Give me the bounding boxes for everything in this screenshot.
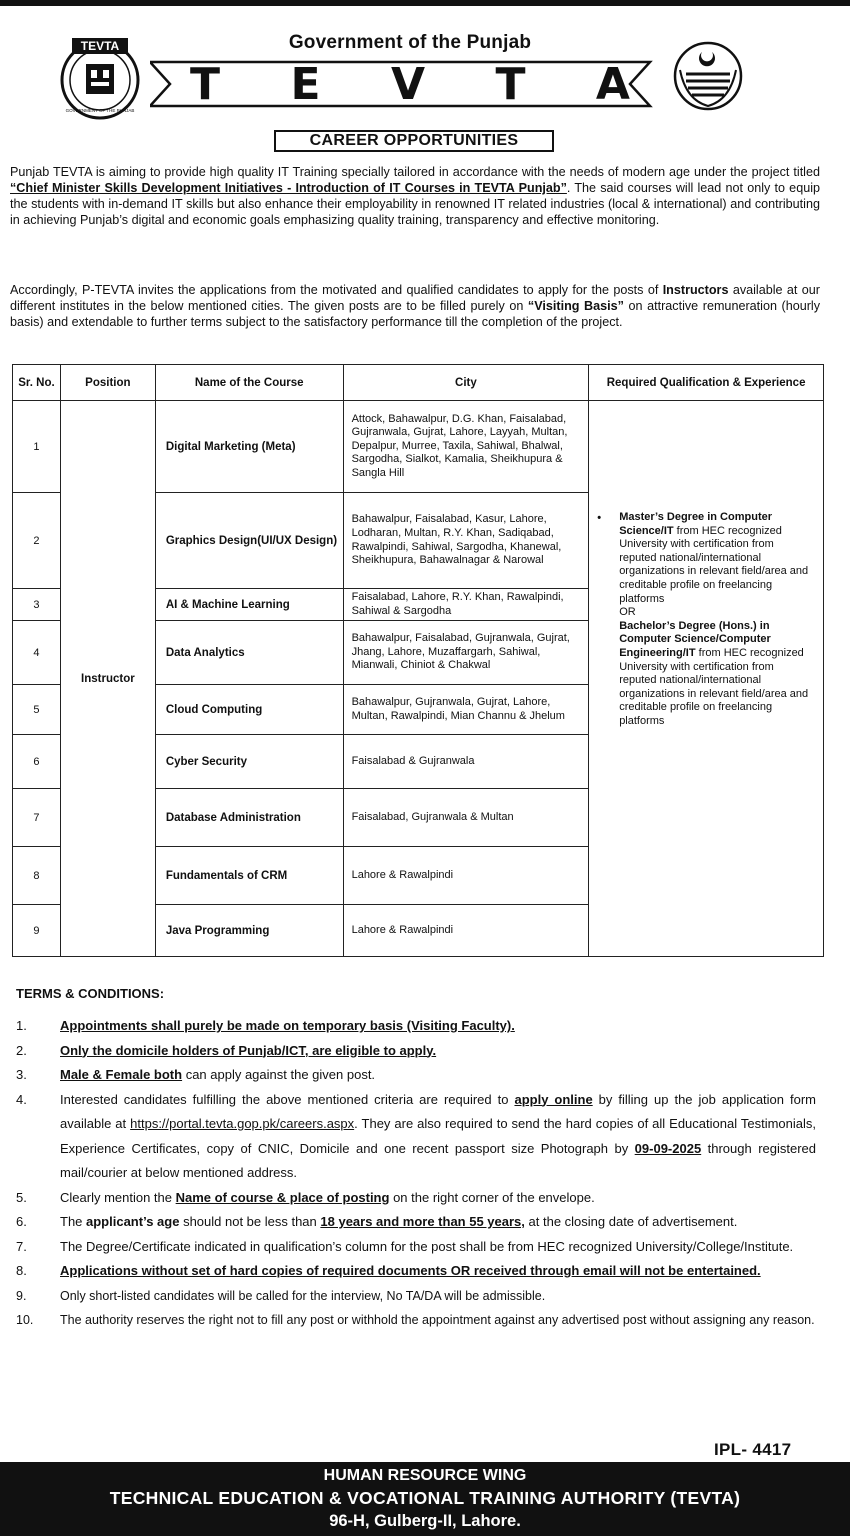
basis-text: “Visiting Basis” bbox=[527, 299, 624, 313]
list-item: 7. The Degree/Certificate indicated in qualification’s column for the post shall be from HEC recognized University/College/Institute. bbox=[16, 1238, 794, 1254]
table-row: 1 Instructor Digital Marketing (Meta) Attock, Bahawalpur, D.G. Khan, Faisalabad, Gujranwala, Gujrat, Lahore, Layyah, Multan, Depalpur, Murree, Taxila, Sahiwal, Bhalwal, Sargodha, Sialkot, Kamalia, Sheikhupura & Sangla Hill • Master’s Degree in Computer Science/IT from HEC recognized University with certification from reputed national/international organizations in relevant field/area and creditable profile on freelancing platforms OR Bachelor’s Degree (Hons.) in Computer Science/Computer Engineering/IT from HEC recognized University with certification from reputed national/international organizations in relevant field/area and creditable profile on freelancing platforms bbox=[13, 401, 824, 493]
table-row: 9 Java Programming Lahore & Rawalpindi bbox=[13, 905, 824, 957]
banner-letter: E bbox=[290, 58, 321, 110]
header-qualification: Required Qualification & Experience bbox=[589, 365, 824, 401]
banner-letter: V bbox=[390, 58, 426, 110]
list-item: 5. Clearly mention the Name of course & place of posting on the right corner of the envelope. bbox=[16, 1189, 595, 1205]
header-course: Name of the Course bbox=[155, 365, 343, 401]
footer-address: 96-H, Gulberg-II, Lahore. bbox=[329, 1512, 521, 1530]
footer-wing: HUMAN RESOURCE WING bbox=[323, 1467, 527, 1484]
list-item: 8. Applications without set of hard copies of required documents OR received through email will not be entertained. bbox=[16, 1263, 761, 1278]
intro-paragraph: Punjab TEVTA is aiming to provide high quality IT Training specially tailored in accordance with the needs of modern age under the project titled “Chief Minister Skills Development Initiatives - Introduction of IT Courses in TEVTA Punjab”. The said courses will lead not only to equip the students with in-demand IT skills but also enhance their employability in renowned IT related industries (local & international) and contributing in achieving Punjab’s digital and economic goals emphasizing quality training, transparency and effective monitoring. bbox=[10, 165, 820, 227]
career-title: CAREER OPPORTUNITIES bbox=[274, 130, 554, 152]
table-row: 6 Cyber Security Faisalabad & Gujranwala bbox=[13, 735, 824, 789]
invite-paragraph: Accordingly, P-TEVTA invites the applications from the motivated and qualified candidates to apply for the posts of Instructors available at our different institutes in the below mentioned cities. The given posts are to be filled purely on “Visiting Basis” on attractive remuneration (hourly basis) and extendable to further terms subject to the satisfactory performance till the completion of the project. bbox=[10, 283, 821, 329]
list-item: 6. The applicant’s age should not be less than 18 years and more than 55 years, at the closing date of advertisement. bbox=[16, 1214, 738, 1229]
header bbox=[0, 6, 850, 122]
table-row: 2 Graphics Design(UI/UX Design) Bahawalpur, Faisalabad, Kasur, Lahore, Lodharan, Multan, R.Y. Khan, Sadiqabad, Rawalpindi, Sahiwal, Sargodha, Khanewal, Sheikhupura, Bahawalnagar & Narowal bbox=[13, 493, 824, 589]
table-row: 3 AI & Machine Learning Faisalabad, Lahore, R.Y. Khan, Rawalpindi, Sahiwal & Sargodha bbox=[13, 589, 824, 621]
qualification-cell: • Master’s Degree in Computer Science/IT from HEC recognized University with certification from reputed national/international organizations in relevant field/area and creditable profile on freelancing platforms OR Bachelor’s Degree (Hons.) in Computer Science/Computer Engineering/IT from HEC recognized University with certification from reputed national/international organizations in relevant field/area and creditable profile on freelancing platforms bbox=[589, 401, 824, 957]
terms-heading: TERMS & CONDITIONS: bbox=[16, 986, 165, 1001]
gov-title: Government of the Punjab bbox=[288, 32, 532, 53]
ipl-number: IPL- 4417 bbox=[714, 1440, 792, 1459]
project-title: “Chief Minister Skills Development Initiatives - Introduction of IT Courses in TEVTA Punjab” bbox=[10, 181, 567, 195]
list-item: 10. The authority reserves the right not to fill any post or withhold the appointment against any advertised post without assigning any reason. bbox=[16, 1313, 815, 1327]
header-sr: Sr. No. bbox=[13, 365, 61, 401]
tevta-logo-icon bbox=[56, 34, 144, 120]
table-header-row bbox=[13, 365, 824, 401]
footer-authority: TECHNICAL EDUCATION & VOCATIONAL TRAINING AUTHORITY (TEVTA) bbox=[109, 1488, 741, 1508]
tevta-seal-text: GOVERNMENT OF THE PUNJAB bbox=[65, 108, 135, 113]
terms-list bbox=[16, 1014, 816, 1333]
position-cell: Instructor bbox=[60, 401, 155, 957]
punjab-emblem-icon bbox=[672, 40, 744, 112]
table-row: 8 Fundamentals of CRM Lahore & Rawalpindi bbox=[13, 847, 824, 905]
tevta-logo-text: TEVTA bbox=[80, 39, 120, 53]
posts-name: Instructors bbox=[662, 283, 729, 297]
table-row: 4 Data Analytics Bahawalpur, Faisalabad, Gujranwala, Gujrat, Jhang, Lahore, Muzaffargarh, Sahiwal, Mianwali, Chiniot & Chakwal bbox=[13, 621, 824, 685]
table-row: 5 Cloud Computing Bahawalpur, Gujranwala, Gujrat, Lahore, Multan, Rawalpindi, Mian Channu & Jhelum bbox=[13, 685, 824, 735]
list-item: 9. Only short-listed candidates will be called for the interview, No TA/DA will be admissible. bbox=[16, 1288, 546, 1303]
header-position: Position bbox=[60, 365, 155, 401]
list-item: 1. Appointments shall purely be made on temporary basis (Visiting Faculty). bbox=[16, 1018, 515, 1033]
banner-letter: T bbox=[190, 58, 221, 110]
table-row: 7 Database Administration Faisalabad, Gujranwala & Multan bbox=[13, 789, 824, 847]
list-item: 3. Male & Female both can apply against the given post. bbox=[16, 1067, 376, 1082]
list-item: 2. Only the domicile holders of Punjab/ICT, are eligible to apply. bbox=[16, 1042, 437, 1058]
careers-link[interactable]: https://portal.tevta.gop.pk/careers.aspx bbox=[130, 1116, 355, 1131]
banner-letter: A bbox=[595, 58, 630, 110]
tevta-banner bbox=[150, 60, 660, 108]
list-item: 4. Interested candidates fulfilling the above mentioned criteria are required to apply online by filling up the job application form available at https://portal.tevta.gop.pk/careers.aspx. They are also required to send the hard copies of all Educational Testimonials, Experience Certificates, copy of CNIC, Domicile and one recent passport size Photograph by 09-09-2025 through registered mail/courier at below mentioned address. bbox=[16, 1091, 816, 1180]
jobs-table bbox=[12, 364, 824, 957]
header-city: City bbox=[343, 365, 589, 401]
banner-letter: T bbox=[495, 58, 526, 110]
footer bbox=[0, 1462, 850, 1536]
